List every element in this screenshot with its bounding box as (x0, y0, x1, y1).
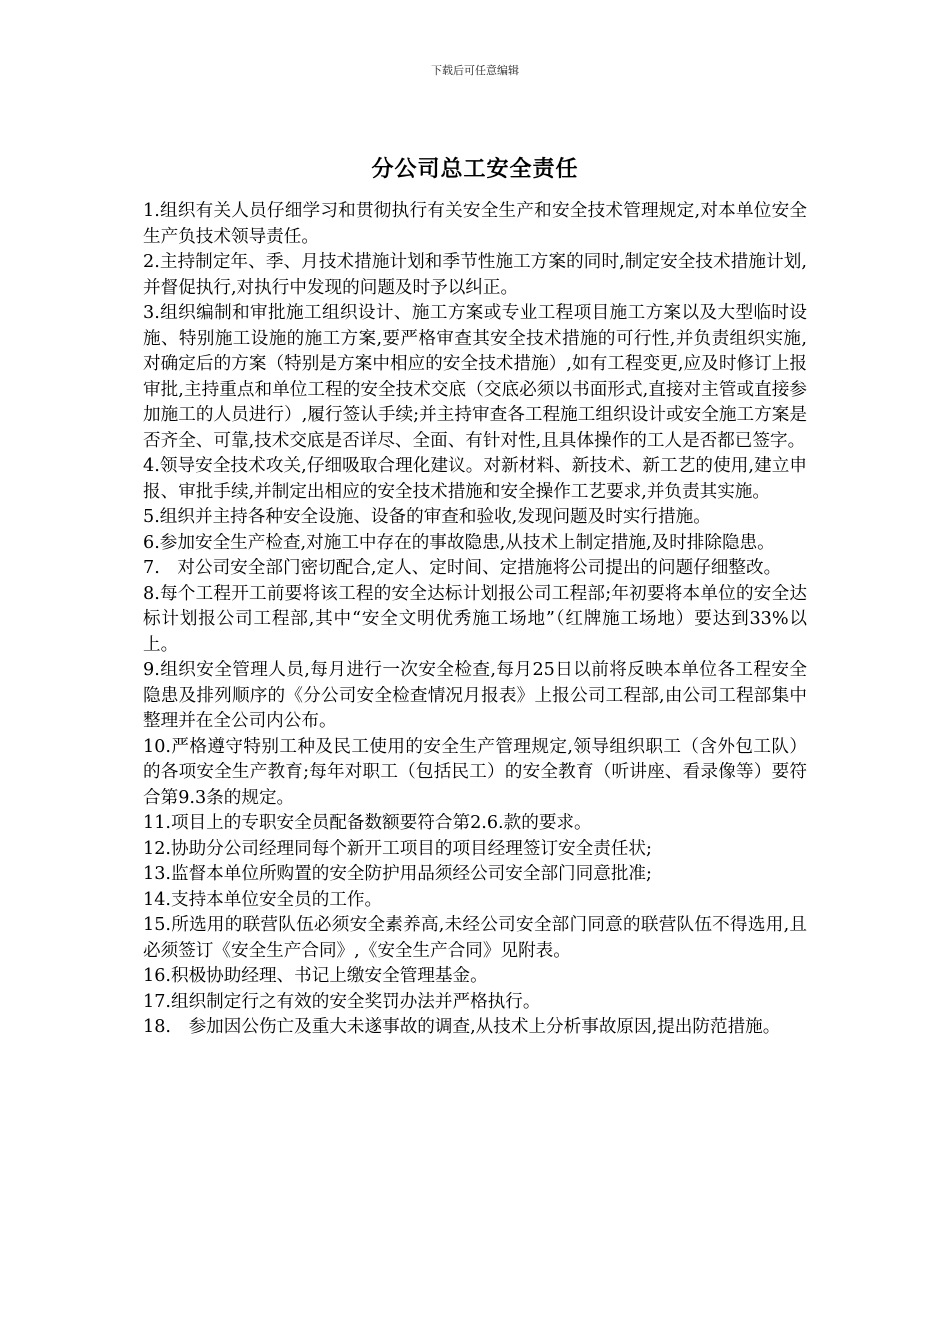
clause-5: 5.组织并主持各种安全设施、设备的审查和验收,发现问题及时实行措施。 (143, 507, 711, 527)
clause-1: 1.组织有关人员仔细学习和贯彻执行有关安全生产和安全技术管理规定,对本单位安全生产负技术领导责任。 (143, 201, 807, 247)
clause-7: 7. 对公司安全部门密切配合,定人、定时间、定措施将公司提出的问题仔细整改。 (143, 558, 782, 578)
clause-10: 10.严格遵守特别工种及民工使用的安全生产管理规定,领导组织职工（含外包工队）的各项安全生产教育;每年对职工（包括民工）的安全教育（听讲座、看录像等）要符合第9.3条的规定。 (143, 736, 807, 808)
clause-12: 12.协助分公司经理同每个新开工项目的项目经理签订安全责任状; (143, 838, 652, 859)
page-header-note: 下载后可任意编辑 (431, 64, 519, 77)
clause-17: 17.组织制定行之有效的安全奖罚办法并严格执行。 (143, 991, 541, 1012)
clause-3: 3.组织编制和审批施工组织设计、施工方案或专业工程项目施工方案以及大型临时设施、特别施工设施的施工方案,要严格审查其安全技术措施的可行性,并负责组织实施,对确定后的方案（特别是方案中相应的安全技术措施）,如有工程变更,应及时修订上报审批,主持重点和单位工程的安全技术交底（交底必须以书面形式,直接对主管或直接参加施工的人员进行）,履行签认手续;并主持审查各工程施工组织设计或安全施工方案是否齐全、可靠,技术交底是否详尽、全面、有针对性,且具体操作的工人是否都已签字。 (143, 303, 807, 451)
document-title: 分公司总工安全责任 (371, 156, 579, 182)
clause-11: 11.项目上的专职安全员配备数额要符合第2.6.款的要求。 (143, 813, 592, 833)
clause-8: 8.每个工程开工前要将该工程的安全达标计划报公司工程部;年初要将本单位的安全达标计划报公司工程部,其中“安全文明优秀施工场地”（红牌施工场地）要达到33%以上。 (143, 583, 807, 655)
clause-9: 9.组织安全管理人员,每月进行一次安全检查,每月25日以前将反映本单位各工程安全隐患及排列顺序的《分公司安全检查情况月报表》上报公司工程部,由公司工程部集中整理并在全公司内公布。 (143, 660, 807, 731)
clause-13: 13.监督本单位所购置的安全防护用品须经公司安全部门同意批准; (143, 864, 652, 884)
clause-15: 15.所选用的联营队伍必须安全素养高,未经公司安全部门同意的联营队伍不得选用,且必须签订《安全生产合同》,《安全生产合同》见附表。 (143, 915, 807, 961)
clause-4: 4.领导安全技术攻关,仔细吸取合理化建议。对新材料、新技术、新工艺的使用,建立申报、审批手续,并制定出相应的安全技术措施和安全操作工艺要求,并负责其实施。 (143, 456, 807, 502)
clause-18: 18. 参加因公伤亡及重大未遂事故的调查,从技术上分析事故原因,提出防范措施。 (143, 1017, 781, 1037)
clause-14: 14.支持本单位安全员的工作。 (143, 889, 383, 910)
clause-6: 6.参加安全生产检查,对施工中存在的事故隐患,从技术上制定措施,及时排除隐患。 (143, 532, 775, 553)
clause-16: 16.积极协助经理、书记上缴安全管理基金。 (143, 966, 488, 986)
clause-list (143, 199, 807, 1041)
clause-2: 2.主持制定年、季、月技术措施计划和季节性施工方案的同时,制定安全技术措施计划,并督促执行,对执行中发现的问题及时予以纠正。 (143, 252, 807, 298)
